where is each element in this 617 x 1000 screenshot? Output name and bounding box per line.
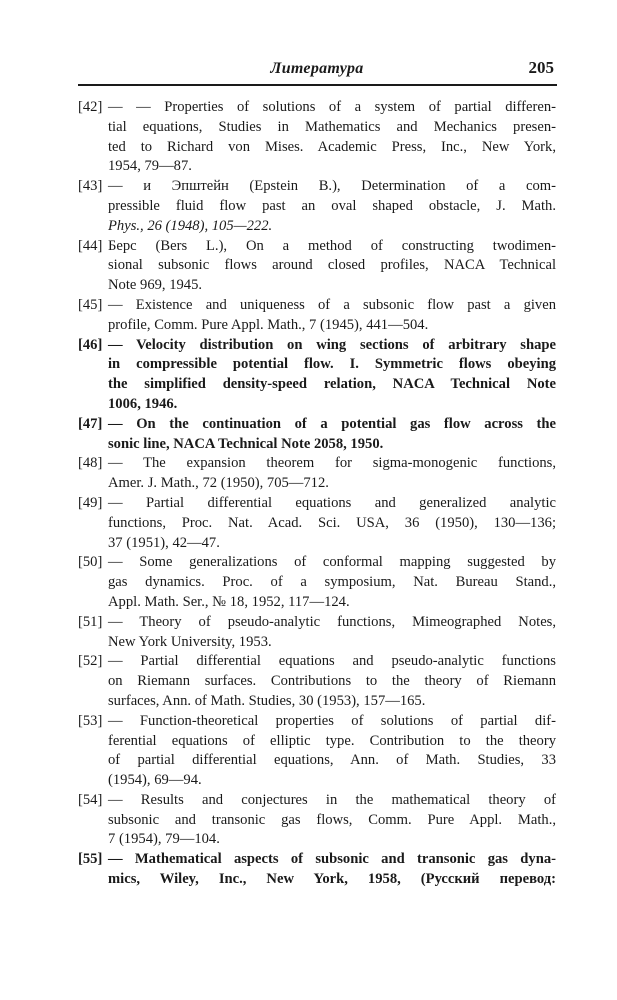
reference-number: [48] (78, 455, 103, 472)
reference-44 (78, 237, 556, 296)
reference-line: sonic line, NACA Technical Note 2058, 1950. (108, 435, 384, 452)
reference-number: [42] (78, 99, 103, 115)
reference-line: — Velocity distribution on wing sections of arbitrary shape (108, 336, 556, 353)
reference-line: — Mathematical aspects of subsonic and transonic gas dyna- (108, 851, 556, 868)
header-rule (78, 84, 557, 86)
reference-54 (78, 791, 556, 850)
reference-line: on Riemann surfaces. Contributions to the theory of Riemann (108, 673, 556, 690)
reference-line: gas dynamics. Proc. of a symposium, Nat. Bureau Stand., (108, 574, 556, 591)
reference-line: surfaces, Ann. of Math. Studies, 30 (1953), 157—165. (108, 692, 426, 709)
reference-line: — Partial differential equations and pseudo-analytic functions (108, 653, 556, 670)
reference-line: — и Эпштейн (Epstein B.), Determination of a com- (108, 178, 556, 195)
reference-number: [51] (78, 613, 103, 630)
reference-line: New York University, 1953. (108, 633, 272, 650)
reference-line: — The expansion theorem for sigma-monogenic functions, (108, 455, 556, 472)
reference-50 (78, 553, 556, 612)
reference-number: [44] (78, 237, 103, 254)
reference-line: Appl. Math. Ser., № 18, 1952, 117—124. (108, 593, 350, 610)
reference-line: Note 969, 1945. (108, 277, 203, 294)
reference-number: [43] (78, 178, 103, 195)
reference-number: [54] (78, 791, 103, 808)
reference-line: — Partial differential equations and generalized analytic (108, 494, 556, 511)
reference-line: (1954), 69—94. (108, 772, 202, 789)
reference-line: sional subsonic flows around closed profiles, NACA Technical (108, 257, 556, 274)
reference-line: Берс (Bers L.), On a method of constructing twodimen- (108, 237, 556, 254)
reference-45 (78, 296, 556, 336)
reference-line: 1006, 1946. (108, 395, 178, 412)
reference-number: [49] (78, 494, 103, 511)
reference-42 (78, 98, 556, 177)
running-title: Литература (270, 60, 364, 77)
reference-line: Amer. J. Math., 72 (1950), 705—712. (108, 475, 329, 492)
reference-49 (78, 494, 556, 553)
reference-53 (78, 712, 556, 791)
reference-line: pressible fluid flow past an oval shaped obstacle, J. Math. (108, 197, 556, 214)
reference-line: ferential equations of elliptic type. Contribution to the theory (108, 732, 556, 749)
reference-line: 37 (1951), 42—47. (108, 534, 220, 551)
reference-number: [47] (78, 415, 103, 432)
reference-52 (78, 652, 556, 711)
reference-line: 7 (1954), 79—104. (108, 831, 220, 848)
reference-line: mics, Wiley, Inc., New York, 1958, (Русский перевод: (108, 871, 556, 888)
reference-47 (78, 415, 556, 455)
reference-line: of partial differential equations, Ann. of Math. Studies, 33 (108, 752, 556, 769)
reference-line: — — Properties of solutions of a system of partial differen- (108, 99, 556, 115)
reference-line: 1954, 79—87. (108, 158, 192, 175)
reference-line: subsonic and transonic gas flows, Comm. Pure Appl. Math., (108, 811, 556, 828)
reference-51 (78, 613, 556, 653)
reference-line: Phys., 26 (1948), 105—222. (108, 217, 273, 234)
reference-line: in compressible potential flow. I. Symmetric flows obeying (108, 356, 556, 373)
reference-number: [55] (78, 851, 103, 868)
reference-number: [53] (78, 712, 103, 729)
reference-number: [52] (78, 653, 103, 670)
reference-55 (78, 850, 556, 890)
reference-list (78, 98, 556, 890)
reference-43 (78, 177, 556, 236)
reference-number: [45] (78, 296, 103, 313)
reference-number: [46] (78, 336, 103, 353)
reference-line: ted to Richard von Mises. Academic Press, Inc., New York, (108, 138, 556, 155)
reference-line: the simplified density-speed relation, NACA Technical Note (108, 376, 556, 393)
reference-line: — Results and conjectures in the mathematical theory of (108, 791, 556, 808)
reference-number: [50] (78, 554, 103, 571)
page-header (78, 58, 556, 84)
reference-48 (78, 454, 556, 494)
reference-line: — Function-theoretical properties of solutions of partial dif- (108, 712, 556, 729)
reference-line: — Some generalizations of conformal mapping suggested by (108, 554, 556, 571)
reference-line: — Existence and uniqueness of a subsonic flow past a given (108, 296, 556, 313)
reference-46 (78, 336, 556, 415)
page-number: 205 (528, 58, 554, 77)
reference-line: tial equations, Studies in Mathematics and Mechanics presen- (108, 118, 556, 135)
reference-line: — Theory of pseudo-analytic functions, Mimeographed Notes, (108, 613, 556, 630)
reference-line: functions, Proc. Nat. Acad. Sci. USA, 36 (1950), 130—136; (108, 514, 556, 531)
reference-line: — On the continuation of a potential gas flow across the (108, 415, 556, 432)
reference-line: profile, Comm. Pure Appl. Math., 7 (1945), 441—504. (108, 316, 429, 333)
